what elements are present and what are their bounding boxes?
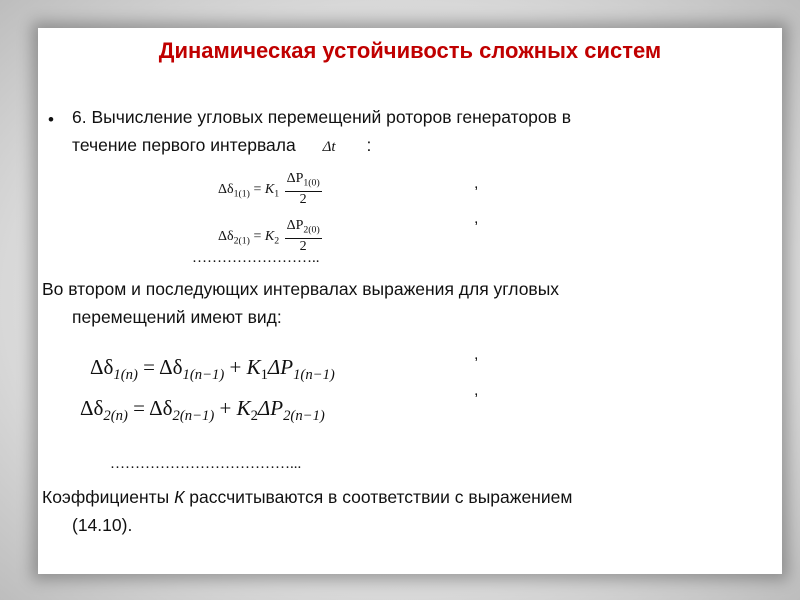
- formula-eq: =: [253, 228, 262, 244]
- ellipsis-row-1: ……………………..: [192, 250, 320, 266]
- formula-coef-sub: 2: [274, 235, 280, 247]
- formula-lhs: Δδ: [90, 355, 114, 379]
- formula-lhs-sub: 2(n): [103, 408, 128, 425]
- formula-delta-delta-1-n: [90, 355, 335, 384]
- formula-lhs: Δδ: [80, 396, 104, 420]
- paragraph-3-rest: рассчитываются в соответствии с выражением: [189, 487, 573, 507]
- formula-eq: =: [133, 396, 145, 420]
- formula-lhs: Δδ: [218, 228, 234, 244]
- formula-dp-sub: 1(n−1): [293, 367, 335, 384]
- fraction-numerator: ΔP: [286, 171, 304, 186]
- delta-t-symbol: Δt: [322, 139, 336, 155]
- slide: [38, 28, 782, 574]
- formula-lhs-sub: 1(1): [233, 188, 250, 200]
- formula-plus: +: [219, 396, 232, 420]
- formula-dp: ΔP: [267, 355, 294, 379]
- formula-lhs-sub: 2(1): [233, 235, 250, 247]
- fraction-numerator-sub: 1(0): [303, 177, 320, 189]
- formula-coef: K: [246, 355, 261, 379]
- paragraph-3-line1: [42, 484, 758, 510]
- bullet-mark: •: [48, 110, 54, 129]
- paragraph-3-prefix: Коэффициенты: [42, 487, 170, 507]
- bullet-line2-text: течение первого интервала: [72, 135, 296, 155]
- formula-separator-3: ,: [474, 346, 479, 363]
- formula-plus: +: [229, 355, 242, 379]
- ellipsis-row-2: ………………………………...: [110, 456, 302, 472]
- formula-fraction: [285, 171, 322, 208]
- formula-coef-sub: 1: [260, 367, 268, 384]
- fraction-numerator-sub: 2(0): [303, 224, 320, 236]
- paragraph-2-line1: Во втором и последующих интервалах выражения для угловых: [42, 279, 560, 299]
- formula-coef: K: [264, 228, 275, 244]
- formula-separator-2: ,: [474, 210, 479, 227]
- formula-prev: Δδ: [159, 355, 183, 379]
- formula-coef: K: [264, 181, 275, 197]
- formula-delta-delta-2-n: [80, 396, 325, 425]
- slide-title: Динамическая устойчивость сложных систем: [158, 38, 662, 63]
- formula-eq: =: [253, 181, 262, 197]
- paragraph-2-line2: перемещений имеют вид:: [72, 307, 282, 327]
- formula-separator-4: ,: [474, 382, 479, 399]
- formula-dp: ΔP: [257, 396, 284, 420]
- formula-eq: =: [143, 355, 155, 379]
- formula-prev-sub: 2(n−1): [172, 408, 215, 425]
- formula-prev-sub: 1(n−1): [182, 367, 225, 384]
- bullet-line2: [72, 132, 758, 160]
- formula-dp-sub: 2(n−1): [283, 408, 325, 425]
- formula-prev: Δδ: [149, 396, 173, 420]
- coefficient-k: К: [174, 487, 185, 507]
- bullet-line1: 6. Вычисление угловых перемещений роторов генераторов в: [72, 107, 572, 127]
- formula-lhs: Δδ: [218, 181, 234, 197]
- formula-coef-sub: 2: [250, 408, 258, 425]
- formula-separator-1: ,: [474, 175, 479, 192]
- formula-coef: K: [236, 396, 251, 420]
- formula-coef-sub: 1: [274, 188, 280, 200]
- paragraph-3-line2: (14.10).: [72, 515, 133, 535]
- fraction-numerator: ΔP: [286, 218, 304, 233]
- fraction-denominator: 2: [299, 239, 307, 255]
- formula-delta-delta-1-1: [218, 171, 324, 208]
- fraction-denominator: 2: [299, 192, 307, 208]
- formula-lhs-sub: 1(n): [113, 367, 138, 384]
- bullet-colon: :: [366, 135, 372, 155]
